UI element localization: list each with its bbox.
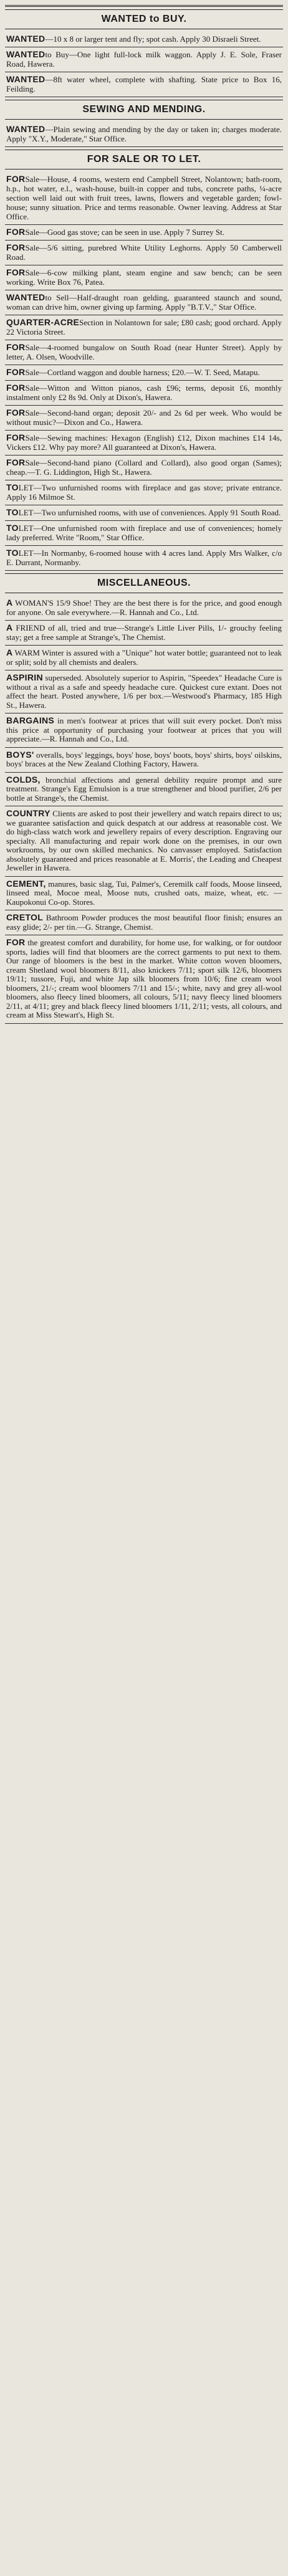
ad-lead: WANTED: [6, 124, 46, 134]
classified-ad: [5, 122, 283, 147]
ad-lead: FOR: [6, 174, 26, 184]
ad-text: bronchial affections and general debility require prompt and sure treatment. Strange's Egg Emulsion is a true strengthener and blood purifier, 2/6 per bottle at Strange's, the Chemist.: [6, 775, 282, 803]
ad-text: superseded. Absolutely superior to Aspirin, "Speedex" Headache Cure is without a rival as a safe and speedy headache cure. Quickest cure extant. Does not affect the heart. Posted anywhere, 1/6 per box.—Westwood's Pharmacy, 185 High St., Hawera.: [6, 673, 282, 710]
ad-text: overalls, boys' leggings, boys' hose, boys' boots, boys' shirts, boys' oilskins, boys' braces at the New Zealand Clothing Factory, Hawera.: [6, 750, 282, 768]
ad-lead: TO: [6, 523, 19, 533]
ad-lead: TO: [6, 482, 19, 492]
ad-text: Section in Nolantown for sale; £80 cash; good orchard. Apply 22 Victoria Street.: [6, 318, 282, 336]
ad-lead: FOR: [6, 408, 26, 417]
ad-text: WOMAN'S 15/9 Shoe! They are the best there is for the price, and good enough for anyone. On sale everywhere.—R. Hannah and Co., Ltd.: [6, 598, 282, 617]
classified-ad: [5, 935, 283, 1024]
ad-lead: FOR: [6, 432, 26, 442]
ad-lead: FOR: [6, 342, 26, 352]
ad-lead: FOR: [6, 242, 26, 252]
ad-lead: QUARTER-ACRE: [6, 317, 80, 327]
classified-ad: [5, 713, 283, 748]
classified-ad: [5, 381, 283, 406]
ad-lead: WANTED: [6, 74, 46, 84]
ad-lead: TO: [6, 548, 19, 558]
ad-text: Sale—Second-hand organ; deposit 20/- and 2s 6d per week. Who would be without music?—Dixon and Co., Hawera.: [6, 408, 282, 427]
ad-lead: FOR: [6, 227, 26, 237]
top-rule: [5, 5, 283, 7]
classified-ad: [5, 265, 283, 290]
ad-text: —8ft water wheel, complete with shafting. State price to Box 16, Feilding.: [6, 75, 282, 93]
ad-text: FRIEND of all, tried and true—Strange's Little Liver Pills, 1/- grouchy feeling stay; get a free sample at Strange's, The Chemist.: [6, 623, 282, 642]
ad-lead: A: [6, 598, 13, 608]
ad-text: Sale—Good gas stove; can be seen in use. Apply 7 Surrey St.: [25, 227, 224, 237]
ad-text: manures, basic slag, Tui, Palmer's, Ceremilk calf foods, Moose linseed, linseed meal, Mocoe meal, Moose nuts, crushed oats, maize, wheat, etc. — Kaupokonui Co-op. Stores.: [6, 879, 282, 907]
ad-text: Clients are asked to post their jewellery and watch repairs direct to us; we guarantee satisfaction and quick despatch at our address at reasonable cost. We do high-class watch work and jewellery repairs of every description. Engraving our specialty. All manufacturing and repair work done on the premises, in our own workrooms, by our own skilled mechanics. No canvasser employed. Satisfaction absolutely guaranteed and prices reasonable at E. Morris', the Leading and Cheapest Jeweller in Hawera.: [6, 809, 282, 872]
classified-ad: [5, 32, 283, 47]
ad-text: Sale—Witton and Witton pianos, cash £96; terms, deposit £6, monthly instalment only £2 8s 9d. Only at Dixon's, Hawera.: [6, 383, 282, 402]
classified-ad: [5, 290, 283, 315]
section-heading-sewing: SEWING AND MENDING.: [5, 100, 283, 120]
classified-ad: [5, 456, 283, 480]
ad-lead: CRETOL: [6, 912, 44, 922]
ad-text: Sale—Second-hand piano (Collard and Collard), also good organ (Sames); cheap.—T. G. Liddington, High St., Hawera.: [6, 458, 282, 477]
classified-ad: [5, 365, 283, 381]
ad-lead: FOR: [6, 937, 26, 947]
ad-lead: CEMENT,: [6, 878, 46, 889]
classified-ad: [5, 241, 283, 265]
ad-text: LET—Two unfurnished rooms, with use of conveniences. Apply 91 South Road.: [18, 508, 281, 517]
ad-text: in men's footwear at prices that will suit every pocket. Don't miss this price at opportunity of purchasing your footwear at prices that you will appreciate.—R. Hannah and Co., Ltd.: [6, 716, 282, 743]
section-heading-for-sale: FOR SALE OR TO LET.: [5, 150, 283, 169]
classified-ad: [5, 646, 283, 670]
ad-text: Sale—5/6 sitting, purebred White Utility Leghorns. Apply 50 Camberwell Road.: [6, 243, 282, 262]
ad-text: WARM Winter is assured with a "Unique" hot water bottle; guaranteed not to leak or split; sold by all chemists and dealers.: [6, 648, 282, 667]
classified-ad: [5, 806, 283, 877]
ad-text: to Sell—Half-draught roan gelding, guaranteed staunch and sound, woman can drive him, owner giving up farming. Apply "B.T.V.," Star Office.: [6, 293, 282, 312]
ad-lead: WANTED: [6, 34, 46, 44]
section-heading-wanted: WANTED to BUY.: [5, 9, 283, 29]
ad-lead: FOR: [6, 457, 26, 467]
ad-lead: A: [6, 623, 13, 632]
miscellaneous-section: [5, 573, 283, 1024]
ad-text: —10 x 8 or larger tent and fly; spot cash. Apply 30 Disraeli Street.: [45, 34, 261, 44]
ad-text: LET—Two unfurnished rooms with fireplace and gas stove; private entrance. Apply 16 Milmoe St.: [6, 483, 282, 502]
classified-ad: [5, 521, 283, 546]
ad-lead: COLDS,: [6, 774, 41, 785]
ad-lead: BOYS': [6, 749, 34, 760]
classified-ad: [5, 172, 283, 225]
ad-lead: FOR: [6, 383, 26, 393]
classified-ad: [5, 773, 283, 807]
ad-text: LET—In Normanby, 6-roomed house with 4 acres land. Apply Mrs Walker, c/o E. Durrant, Normanby.: [6, 548, 282, 567]
classified-ad: [5, 340, 283, 365]
ad-text: Sale—House, 4 rooms, western end Campbell Street, Nolantown; bath-room, h.p., hot water, e.l., wash-house, built-in copper and tubs, concrete paths, ¼-acre section well laid out with fruit trees, lawns, flowers and vegetable garden; fowl-house; sunny situation. Price and terms reasonable. Owner leaving. Address at Star Office.: [6, 174, 282, 221]
classified-ad: [5, 670, 283, 713]
ad-lead: BARGAINS: [6, 715, 55, 725]
ad-text: Sale—Cortland waggon and double harness; £20.—W. T. Seed, Matapu.: [25, 368, 260, 377]
classified-ad: [5, 877, 283, 911]
classified-ad: [5, 315, 283, 340]
ad-lead: FOR: [6, 367, 26, 377]
classified-ad: [5, 621, 283, 646]
classified-ad: [5, 596, 283, 621]
classified-ad: [5, 47, 283, 72]
sewing-section: [5, 100, 283, 147]
classified-ad: [5, 748, 283, 773]
classified-ad: [5, 225, 283, 241]
ad-text: the greatest comfort and durability, for home use, for walking, or for outdoor sports, ladies will find that bloomers are the correct garments to put next to them. Our range of bloomers is the best in the market. White cotton woven bloomers, cream Shetland wool bloomers 8/11, also knickers 7/11; sport silk 12/6, bloomers 19/11; tussore, Fuji, and white Jap silk bloomers from 10/6; fine cream wool bloomers, 21/-; cream wool bloomers 7/11 and 15/-; white, navy and grey all-wool bloomers, also fleecy lined bloomers, all colours, 5/11; navy fleecy lined bloomers 2/11, at 4/11; grey and black fleecy lined bloomers 1/11, 2/11; vests, all colours, and cream at Miss Stewart's, High St.: [6, 938, 282, 1019]
classified-ad: [5, 72, 283, 97]
ad-text: Bathroom Powder produces the most beautiful floor finish; ensures an easy glide; 2/- per tin.—G. Strange, Chemist.: [6, 913, 282, 932]
ad-lead: FOR: [6, 267, 26, 277]
ad-lead: TO: [6, 507, 19, 517]
newspaper-column: [5, 5, 283, 2566]
ad-lead: A: [6, 647, 13, 657]
for-sale-section: [5, 150, 283, 571]
ad-text: Sale—4-roomed bungalow on South Road (near Hunter Street). Apply by letter, A. Olsen, Woodville.: [6, 343, 282, 361]
ad-lead: ASPIRIN: [6, 672, 43, 682]
classified-ad: [5, 910, 283, 935]
ad-text: to Buy—One light full-lock milk waggon. Apply J. E. Sole, Fraser Road, Hawera.: [6, 50, 282, 69]
ad-lead: WANTED: [6, 292, 46, 302]
section-heading-miscellaneous: MISCELLANEOUS.: [5, 573, 283, 593]
classified-ad: [5, 546, 283, 571]
wanted-to-buy-section: [5, 5, 283, 97]
ad-lead: COUNTRY: [6, 808, 50, 818]
ad-text: —Plain sewing and mending by the day or taken in; charges moderate. Apply "X.Y., Moderate," Star Office.: [6, 125, 282, 143]
classified-ad: [5, 480, 283, 505]
classified-ad: [5, 505, 283, 521]
ad-text: Sale—Sewing machines: Hexagon (English) £12, Dixon machines £14 14s, Vickers £12. Why pay more? All guaranteed at Dixon's, Hawera.: [6, 433, 282, 452]
ad-lead: WANTED: [6, 49, 46, 59]
classified-ad: [5, 406, 283, 431]
classified-ad: [5, 431, 283, 456]
ad-text: Sale—6-cow milking plant, steam engine and saw bench; can be seen working. Write Box 76, Patea.: [6, 268, 282, 287]
ad-text: LET—One unfurnished room with fireplace and use of conveniences; homely lady preferred. Write "Room," Star Office.: [6, 523, 282, 542]
